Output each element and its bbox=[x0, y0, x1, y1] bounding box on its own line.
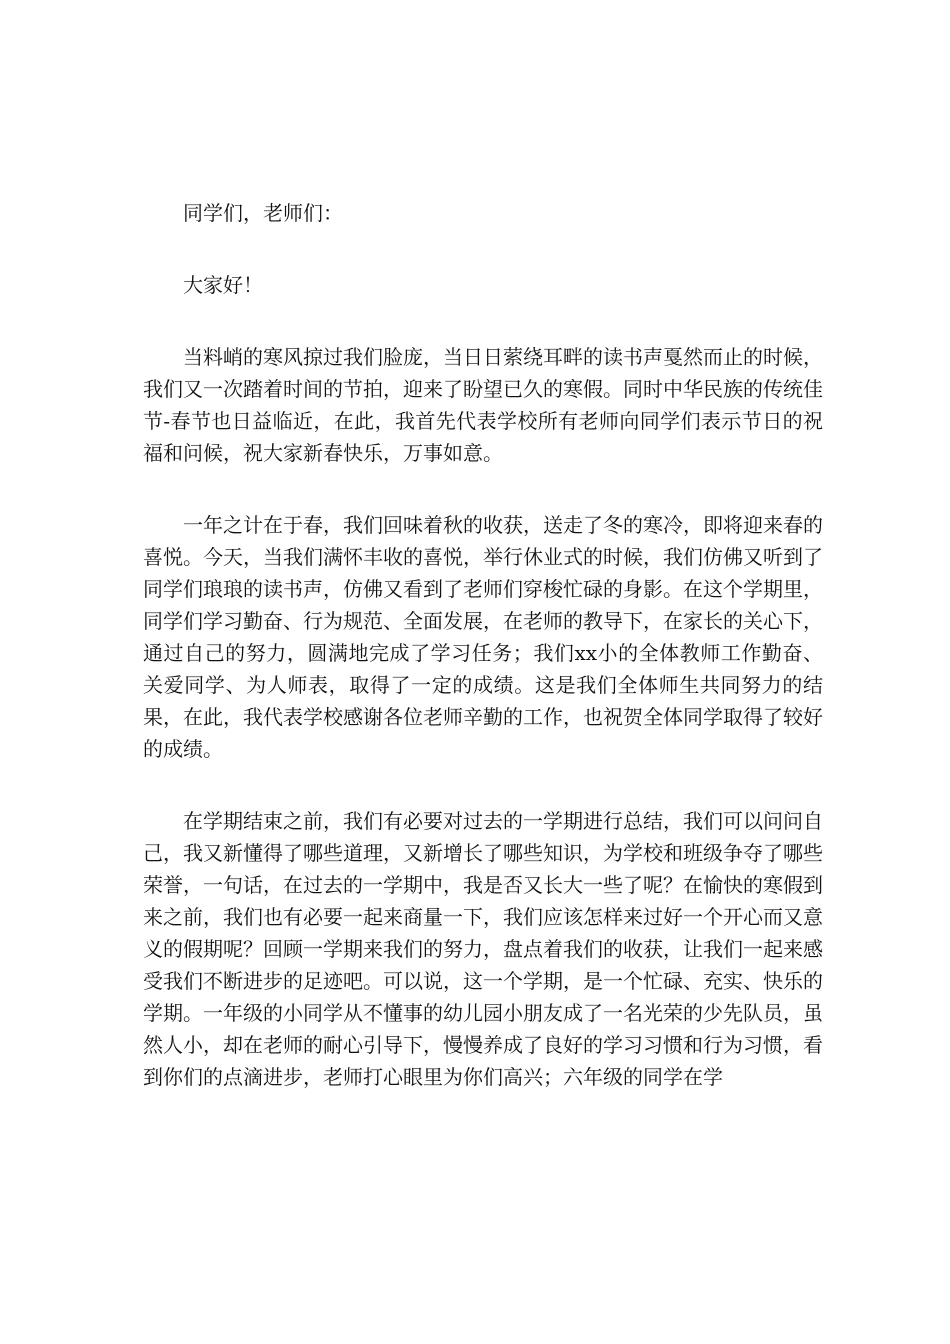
document-body bbox=[143, 197, 823, 1093]
greeting-line: 同学们，老师们： bbox=[183, 201, 343, 225]
hello-line: 大家好！ bbox=[183, 273, 263, 297]
paragraph-semester-review: 一年之计在于春，我们回味着秋的收获，送走了冬的寒冷，即将迎来春的喜悦。今天，当我们满怀丰收的喜悦，举行休业式的时候，我们仿佛又听到了同学们琅琅的读书声，仿佛又看到了老师们穿梭忙碌的身影。在这个学期里，同学们学习勤奋、行为规范、全面发展，在老师的教导下，在家长的关心下，通过自己的努力，圆满地完成了学习任务；我们xx小的全体教师工作勤奋、关爱同学、为人师表，取得了一定的成绩。这是我们全体师生共同努力的结果，在此，我代表学校感谢各位老师辛勤的工作，也祝贺全体同学取得了较好的成绩。 bbox=[143, 513, 823, 761]
paragraph-holiday-greeting: 当料峭的寒风掠过我们脸庞，当日日萦绕耳畔的读书声戛然而止的时候，我们又一次踏着时间的节拍，迎来了盼望已久的寒假。同时中华民族的传统佳节-春节也日益临近，在此，我首先代表学校所有老师向同学们表示节日的祝福和问候，祝大家新春快乐，万事如意。 bbox=[143, 345, 823, 465]
paragraph-summary: 在学期结束之前，我们有必要对过去的一学期进行总结，我们可以问问自己，我又新懂得了哪些道理，又新增长了哪些知识，为学校和班级争夺了哪些荣誉，一句话，在过去的一学期中，我是否又长大一些了呢？在愉快的寒假到来之前，我们也有必要一起来商量一下，我们应该怎样来过好一个开心而又意义的假期呢？回顾一学期来我们的努力，盘点着我们的收获，让我们一起来感受我们不断进步的足迹吧。可以说，这一个学期，是一个忙碌、充实、快乐的学期。一年级的小同学从不懂事的幼儿园小朋友成了一名光荣的少先队员，虽然人小，却在老师的耐心引导下，慢慢养成了良好的学习习惯和行为习惯，看到你们的点滴进步，老师打心眼里为你们高兴；六年级的同学在学 bbox=[143, 809, 823, 1089]
